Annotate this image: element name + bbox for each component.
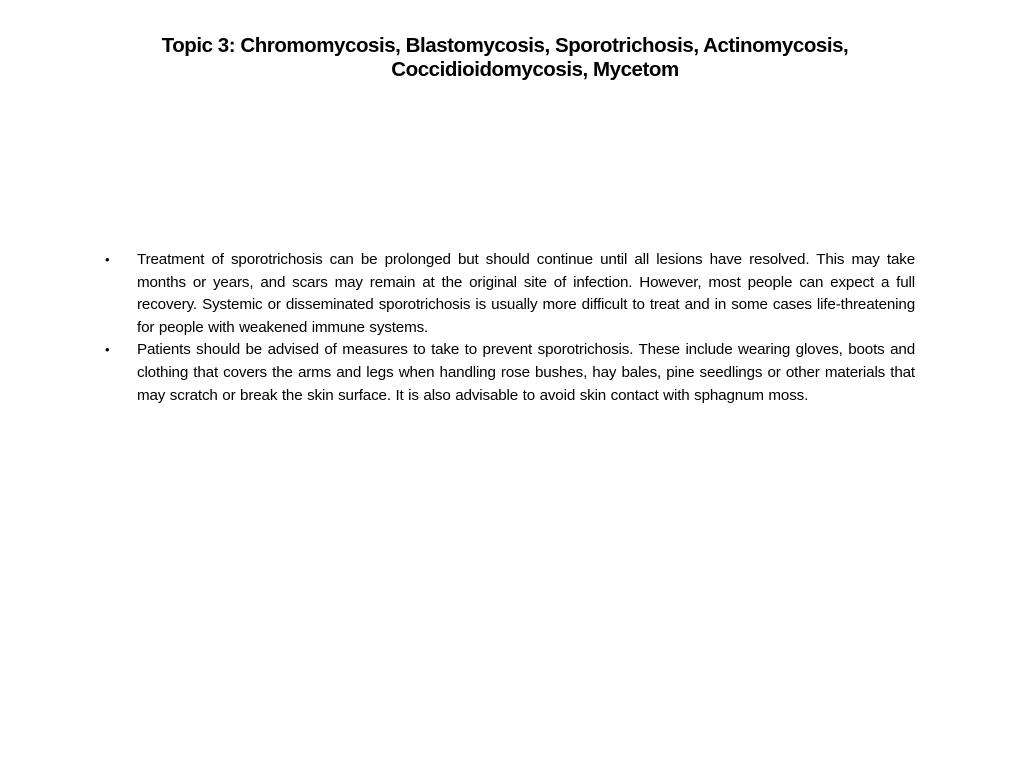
bullet-marker: • [105,342,110,358]
slide-title-line-2: Coccidioidomycosis, Mycetom [391,58,679,81]
bullet-text-treatment: Treatment of sporotrichosis can be prolonged but should continue until all lesions have resolved. This may take months or years, and scars may remain at the original site of infection. However, most people can expect a full recovery. Systemic or disseminated sporotrichosis is usually more difficult to treat and in some cases life-threatening for people with weakened immune systems. [137,251,915,336]
bullet-item-treatment [103,249,915,339]
bullet-text-prevention: Patients should be advised of measures to take to prevent sporotrichosis. These include wearing gloves, boots and clothing that covers the arms and legs when handling rose bushes, hay bales, pine seedlings or other materials that may scratch or break the skin surface. It is also advisable to avoid skin contact with sphagnum moss. [137,341,915,404]
bullet-marker: • [105,252,110,267]
slide-title-line-1: Topic 3: Chromomycosis, Blastomycosis, Sporotrichosis, Actinomycosis, [161,34,849,57]
slide-title [100,34,910,82]
bullet-item-prevention [103,339,915,407]
bullet-list [103,249,915,407]
